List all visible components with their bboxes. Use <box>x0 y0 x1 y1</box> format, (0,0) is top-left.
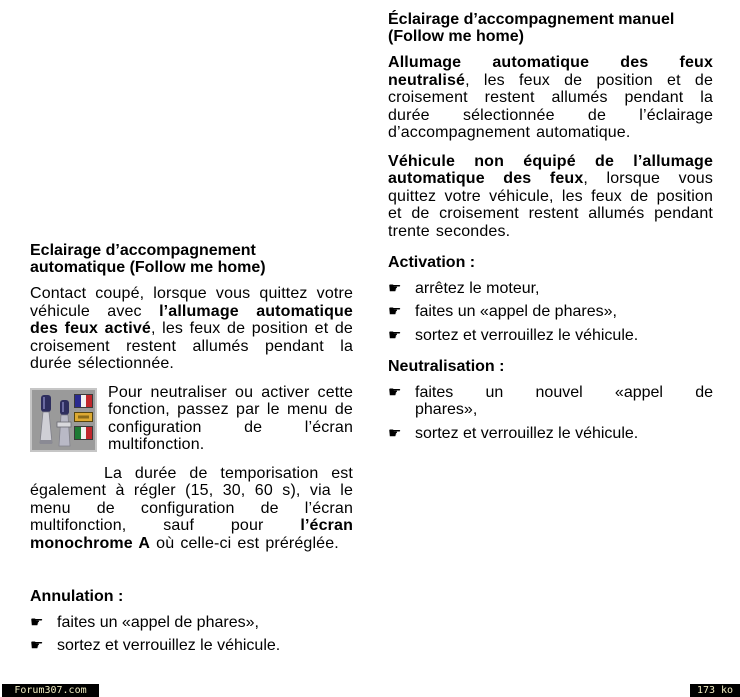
list-item <box>30 614 353 632</box>
list-item-text <box>415 384 713 419</box>
yellow-badge-icon <box>75 412 93 421</box>
neutralisation-list <box>388 384 713 443</box>
french-flag-icon <box>75 394 93 407</box>
hand-bullet-icon: ☛ <box>388 279 402 297</box>
para1-text-1: , les feux de position et de croisement restent allumés pendant la durée sélectionnée de l’éclairage d’accompagnement automatique. <box>388 71 713 141</box>
list-item <box>388 303 713 321</box>
multifunction-display-config-icon <box>30 388 97 452</box>
watermark-label: Forum307.com <box>2 684 99 697</box>
neutralisation-heading: Neutralisation : <box>388 358 505 375</box>
left-section-title: Eclairage d’accompagnement automatique (Follow me home) <box>30 242 266 276</box>
duration-text-2: où celle-ci est préréglée. <box>150 534 339 552</box>
right-paragraph-1 <box>388 54 713 142</box>
list-item <box>388 280 713 298</box>
wrapped-line-1: faites un nouvel «appel de <box>415 383 713 401</box>
hand-bullet-icon: ☛ <box>388 303 402 320</box>
list-item-text: arrêtez le moteur, <box>415 279 540 297</box>
duration-bold-1: l’écran monochrome A <box>30 517 353 552</box>
list-item-text: faites un «appel de phares», <box>415 303 617 320</box>
italian-flag-icon <box>75 426 93 439</box>
config-paragraph: Pour neutraliser ou activer cette fonction, passez par le menu de configuration de l’écran multifonction. <box>108 383 353 453</box>
list-item <box>30 637 353 655</box>
left-intro-paragraph <box>30 285 353 373</box>
list-item-text: sortez et verrouillez le véhicule. <box>415 424 639 442</box>
para2-bold-1: Véhicule non équipé de l’allumage automatique des feux <box>388 152 713 187</box>
intro-text-2: , les feux de position et de croisement restent allumés pendant la durée sélectionnée. <box>30 320 353 372</box>
list-item <box>388 384 713 419</box>
intro-bold-1: l’allumage automatique des feux activé <box>30 302 353 337</box>
file-size-badge: 173 ko <box>690 684 740 697</box>
duration-text-1: La durée de temporisation est également à régler (15, 30, 60 s), via le menu de configuration de l’écran multifonction, sauf pour <box>30 464 353 534</box>
intro-text-1: Contact coupé, lorsque vous quittez votre véhicule avec <box>30 285 353 320</box>
right-column <box>388 11 713 448</box>
hand-bullet-icon: ☛ <box>388 326 402 344</box>
activation-list <box>388 280 713 345</box>
annulation-heading: Annulation : <box>30 588 124 605</box>
right-section-title: Éclairage d’accompagnement manuel (Follow me home) <box>388 11 675 45</box>
hand-bullet-icon: ☛ <box>388 424 402 442</box>
hand-bullet-icon: ☛ <box>30 613 44 631</box>
list-item-text: sortez et verrouillez le véhicule. <box>57 637 281 654</box>
hand-bullet-icon: ☛ <box>30 637 44 654</box>
wrapped-line-2: phares», <box>415 401 478 418</box>
activation-heading: Activation : <box>388 254 476 271</box>
config-block <box>30 384 353 553</box>
para2-text-1: , lorsque vous quittez votre véhicule, les feux de position et de croisement restent allumés pendant trente secondes. <box>388 170 713 240</box>
list-item-text: faites un «appel de phares», <box>57 613 259 631</box>
annulation-list <box>30 614 353 655</box>
hand-bullet-icon: ☛ <box>388 383 402 401</box>
duration-paragraph <box>30 465 353 553</box>
para1-bold-1: Allumage automatique des feux neutralisé <box>388 54 713 89</box>
list-item <box>388 425 713 443</box>
list-item <box>388 327 713 345</box>
list-item-text: sortez et verrouillez le véhicule. <box>415 326 639 344</box>
left-column <box>30 242 353 661</box>
right-paragraph-2 <box>388 153 713 241</box>
